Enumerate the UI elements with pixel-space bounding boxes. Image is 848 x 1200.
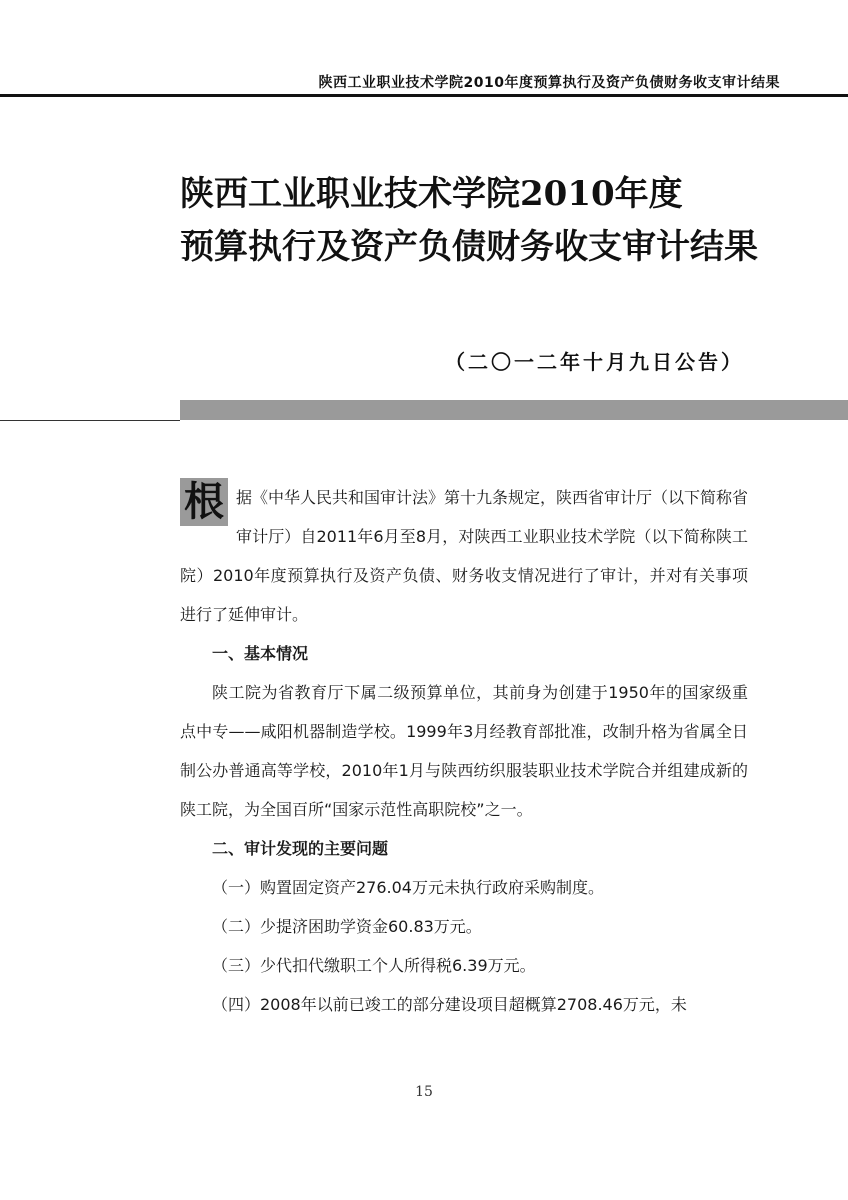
drop-cap: 根 (180, 478, 228, 526)
announcement-date: （二〇一二年十月九日公告） (445, 350, 744, 374)
issue-item: （四）2008年以前已竣工的部分建设项目超概算2708.46万元，未 (212, 995, 687, 1014)
decorative-rule (0, 420, 180, 421)
issue-item: （三）少代扣代缴职工个人所得税6.39万元。 (212, 956, 536, 975)
section-heading-issues: 二、审计发现的主要问题 (212, 839, 389, 858)
basic-info-paragraph: 陕工院为省教育厅下属二级预算单位，其前身为创建于1950年的国家级重点中专——咸阳机器制造学校。1999年3月经教育部批准，改制升格为省属全日制公办普通高等学校，2010年1月与陕西纺织服装职业技术学院合并组建成新的陕工院，为全国百所“国家示范性高职院校”之一。 (180, 683, 748, 819)
body-text (180, 478, 748, 1024)
issue-item: （二）少提济困助学资金60.83万元。 (212, 917, 482, 936)
decorative-gray-band (180, 400, 848, 420)
intro-paragraph: 据《中华人民共和国审计法》第十九条规定，陕西省审计厅（以下简称省审计厅）自2011年6月至8月，对陕西工业职业技术学院（以下简称陕工院）2010年度预算执行及资产负债、财务收支情况进行了审计，并对有关事项进行了延伸审计。 (180, 488, 749, 624)
page-number: 15 (415, 1084, 433, 1100)
running-header: 陕西工业职业技术学院2010年度预算执行及资产负债财务收支审计结果 (318, 75, 780, 91)
header-rule (0, 94, 848, 97)
section-heading-basic: 一、基本情况 (212, 644, 309, 663)
issue-item: （一）购置固定资产276.04万元未执行政府采购制度。 (212, 878, 604, 897)
title-line-2: 预算执行及资产负债财务收支审计结果 (180, 227, 758, 267)
document-title (180, 168, 800, 274)
title-line-1: 陕西工业职业技术学院2010年度 (180, 174, 683, 214)
